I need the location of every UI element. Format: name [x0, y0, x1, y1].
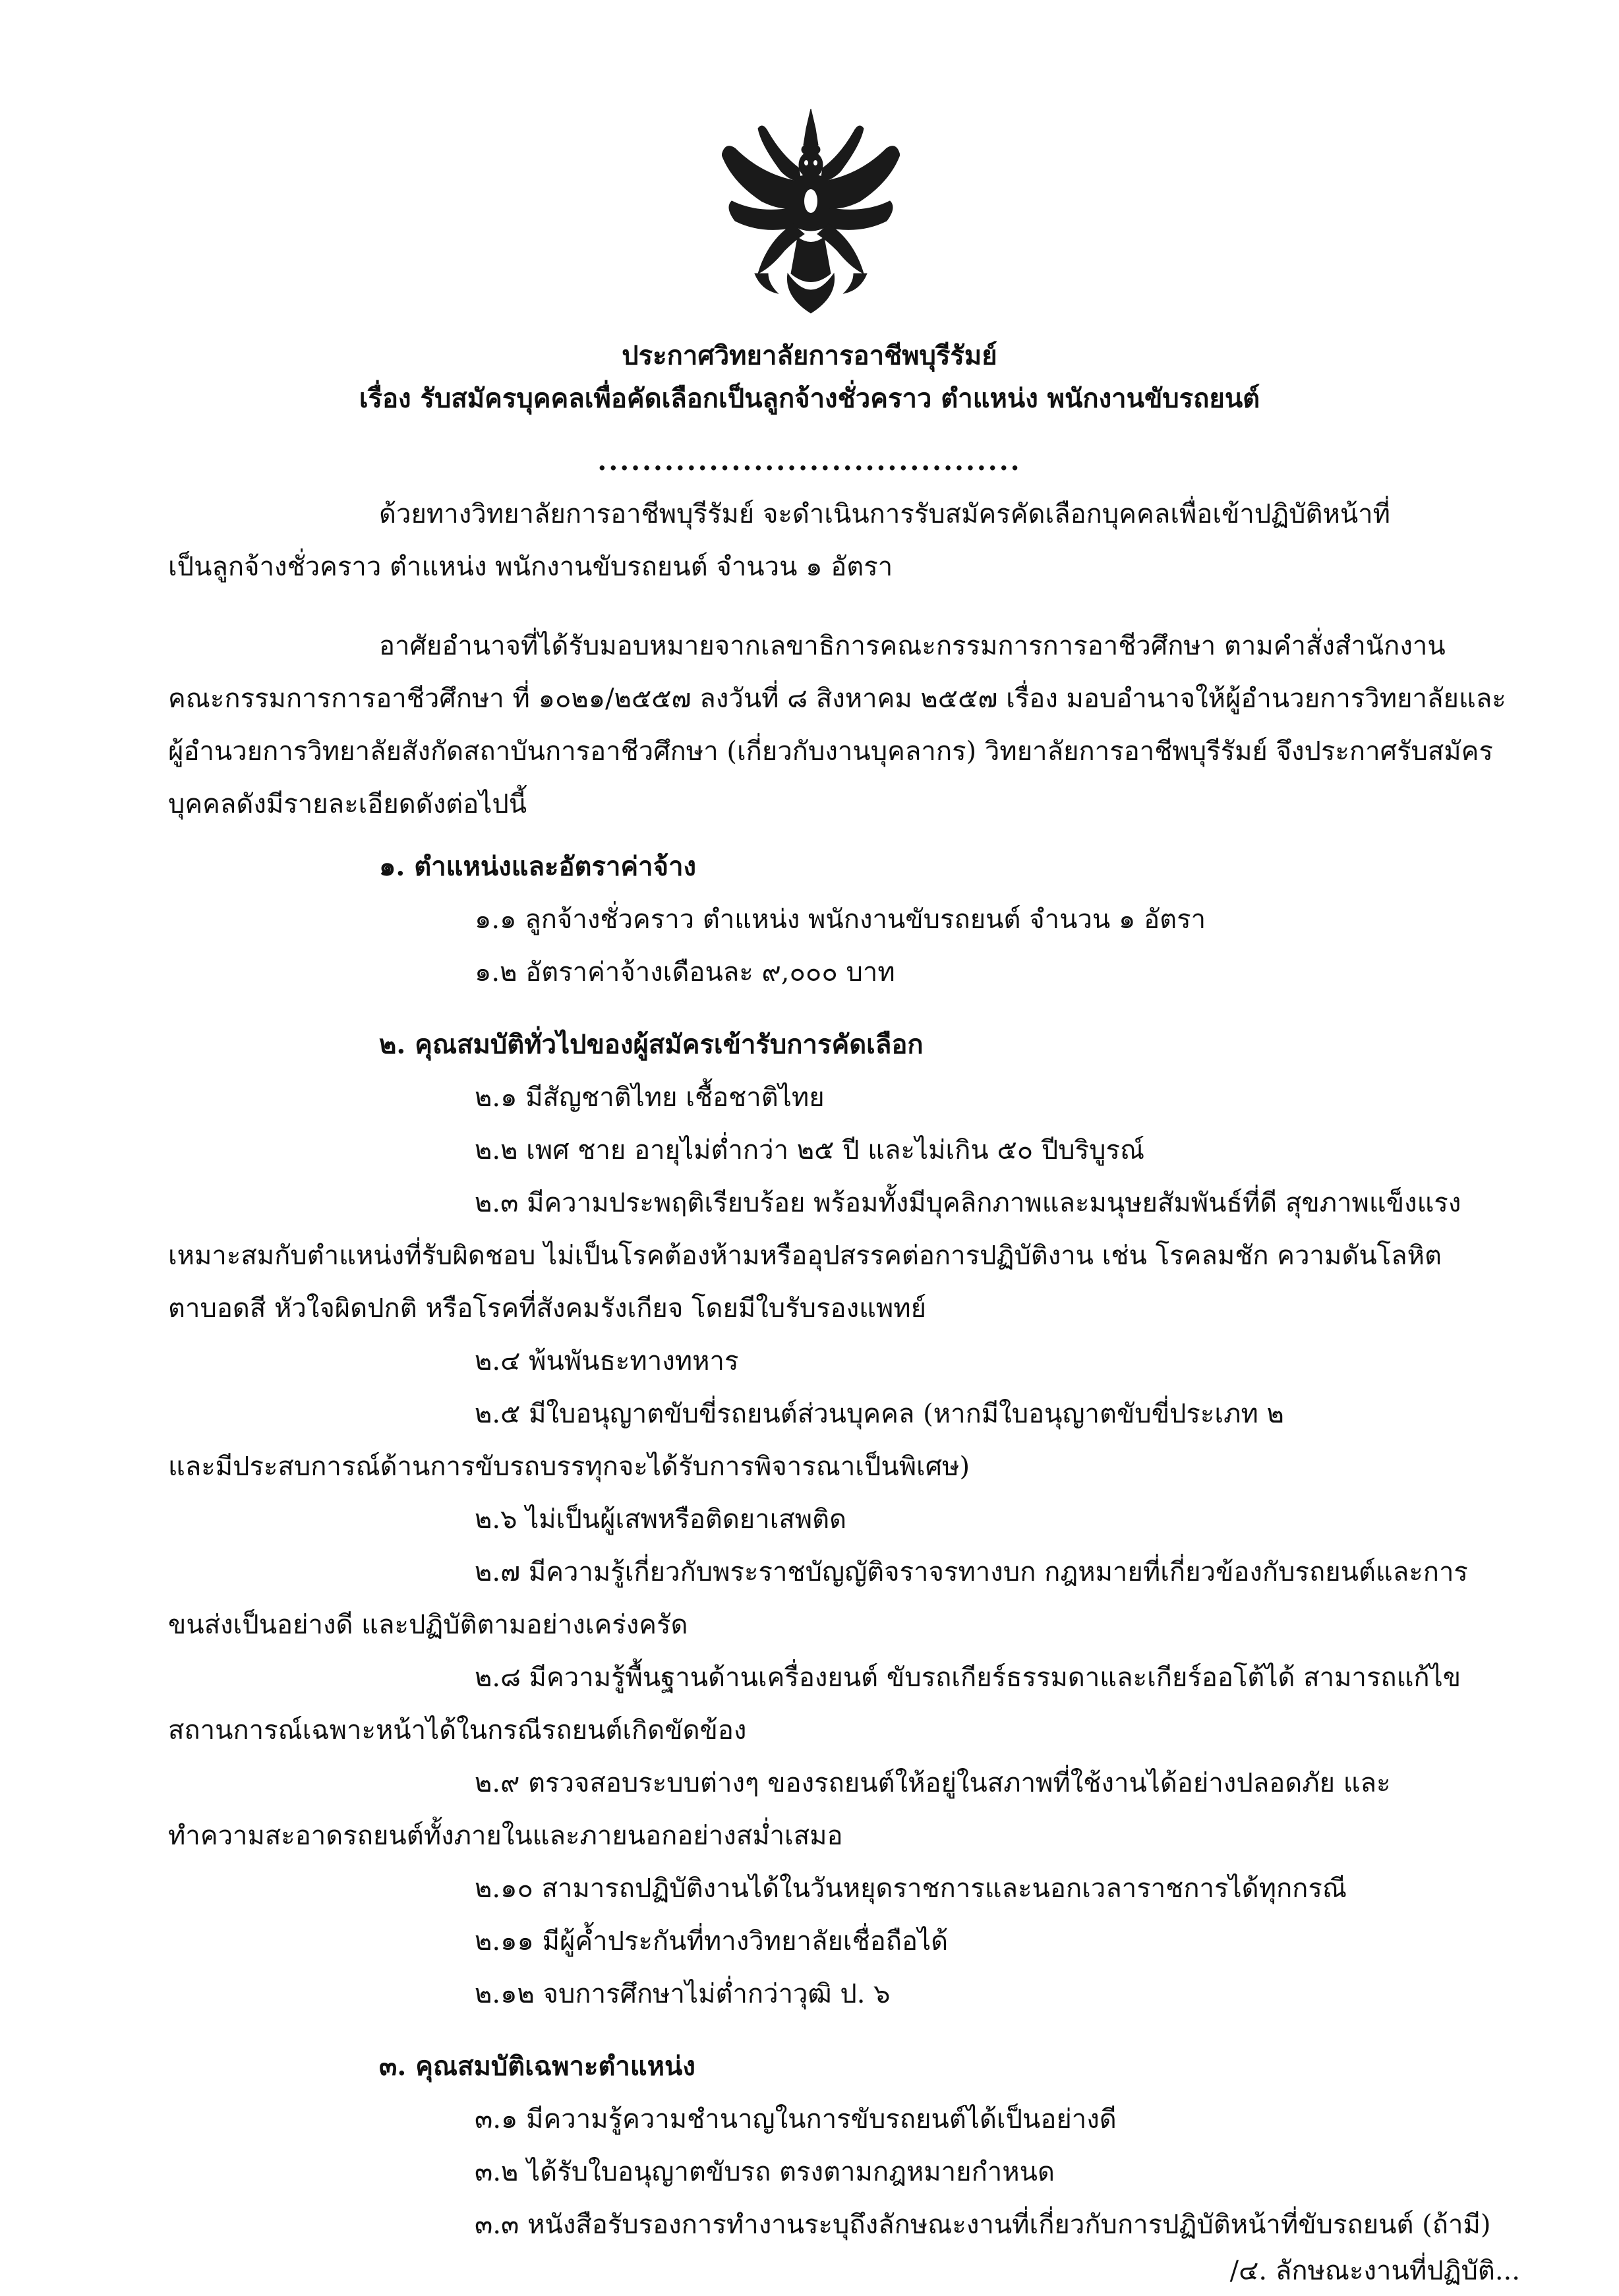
section-1-heading: ๑. ตำแหน่งและอัตราค่าจ้าง: [379, 851, 697, 882]
section-2-item-3-line-3: ตาบอดสี หัวใจผิดปกติ หรือโรคที่สังคมรังเกียจ โดยมีใบรับรองแพทย์: [168, 1293, 927, 1324]
section-2-heading: ๒. คุณสมบัติทั่วไปของผู้สมัครเข้ารับการคัดเลือก: [379, 1029, 924, 1060]
intro-paragraph-2-line-2: คณะกรรมการการอาชีวศึกษา ที่ ๑๐๒๑/๒๕๕๗ ลงวันที่ ๘ สิงหาคม ๒๕๕๗ เรื่อง มอบอำนาจให้ผู้อำนวยการวิทยาลัยและ: [168, 684, 1506, 714]
section-3-item-1: ๓.๑ มีความรู้ความชำนาญในการขับรถยนต์ได้เป็นอย่างดี: [475, 2104, 1117, 2134]
section-2-item-5-line-2: และมีประสบการณ์ด้านการขับรถบรรทุกจะได้รับการพิจารณาเป็นพิเศษ): [168, 1452, 970, 1482]
document-title: ประกาศวิทยาลัยการอาชีพบุรีรัมย์: [622, 340, 997, 371]
section-2-item-9-line-1: ๒.๙ ตรวจสอบระบบต่างๆ ของรถยนต์ให้อยู่ในสภาพที่ใช้งานได้อย่างปลอดภัย และ: [475, 1768, 1391, 1798]
section-2-item-2: ๒.๒ เพศ ชาย อายุไม่ต่ำกว่า ๒๕ ปี และไม่เกิน ๕๐ ปีบริบูรณ์: [475, 1135, 1145, 1165]
section-2-item-10: ๒.๑๐ สามารถปฏิบัติงานได้ในวันหยุดราชการและนอกเวลาราชการได้ทุกกรณี: [475, 1873, 1347, 1904]
section-2-item-1: ๒.๑ มีสัญชาติไทย เชื้อชาติไทย: [475, 1082, 825, 1113]
section-3-item-2: ๓.๒ ได้รับใบอนุญาตขับรถ ตรงตามกฎหมายกำหนด: [475, 2157, 1055, 2187]
section-2-item-9-line-2: ทำความสะอาดรถยนต์ทั้งภายในและภายนอกอย่างสม่ำเสมอ: [168, 1821, 843, 1851]
continuation-note: /๔. ลักษณะงานที่ปฏิบัติ...: [1229, 2256, 1520, 2286]
intro-paragraph-1-line-1: ด้วยทางวิทยาลัยการอาชีพบุรีรัมย์ จะดำเนินการรับสมัครคัดเลือกบุคคลเพื่อเข้าปฏิบัติหน้าที่: [379, 499, 1391, 529]
section-2-item-7-line-2: ขนส่งเป็นอย่างดี และปฏิบัติตามอย่างเคร่งครัด: [168, 1610, 688, 1640]
section-1-item-2: ๑.๒ อัตราค่าจ้างเดือนละ ๙,๐๐๐ บาท: [475, 957, 895, 987]
section-1-item-1: ๑.๑ ลูกจ้างชั่วคราว ตำแหน่ง พนักงานขับรถยนต์ จำนวน ๑ อัตรา: [475, 904, 1206, 935]
section-2-item-5-line-1: ๒.๕ มีใบอนุญาตขับขี่รถยนต์ส่วนบุคคล (หากมีใบอนุญาตขับขี่ประเภท ๒: [475, 1399, 1284, 1429]
title-divider: ......................................: [597, 446, 1022, 477]
section-2-item-12: ๒.๑๒ จบการศึกษาไม่ต่ำกว่าวุฒิ ป. ๖: [475, 1979, 891, 2009]
intro-paragraph-2-line-4: บุคคลดังมีรายละเอียดดังต่อไปนี้: [168, 789, 527, 819]
section-2-item-11: ๒.๑๑ มีผู้ค้ำประกันที่ทางวิทยาลัยเชื่อถือได้: [475, 1926, 949, 1957]
intro-paragraph-1-line-2: เป็นลูกจ้างชั่วคราว ตำแหน่ง พนักงานขับรถยนต์ จำนวน ๑ อัตรา: [168, 552, 893, 582]
section-2-item-3-line-1: ๒.๓ มีความประพฤติเรียบร้อย พร้อมทั้งมีบุคลิกภาพและมนุษยสัมพันธ์ที่ดี สุขภาพแข็งแรง: [475, 1188, 1461, 1218]
section-2-item-3-line-2: เหมาะสมกับตำแหน่งที่รับผิดชอบ ไม่เป็นโรคต้องห้ามหรืออุปสรรคต่อการปฏิบัติงาน เช่น โรคลมชัก ความดันโลหิต: [168, 1241, 1442, 1271]
section-2-item-8-line-1: ๒.๘ มีความรู้พื้นฐานด้านเครื่องยนต์ ขับรถเกียร์ธรรมดาและเกียร์ออโต้ได้ สามารถแก้ไข: [475, 1663, 1461, 1693]
section-3-item-3: ๓.๓ หนังสือรับรองการทำงานระบุถึงลักษณะงานที่เกี่ยวกับการปฏิบัติหน้าที่ขับรถยนต์ (ถ้ามี): [475, 2210, 1491, 2240]
intro-paragraph-2-line-1: อาศัยอำนาจที่ได้รับมอบหมายจากเลขาธิการคณะกรรมการการอาชีวศึกษา ตามคำสั่งสำนักงาน: [379, 631, 1446, 661]
garuda-emblem-icon: [722, 109, 900, 326]
section-2-item-8-line-2: สถานการณ์เฉพาะหน้าได้ในกรณีรถยนต์เกิดขัดข้อง: [168, 1715, 747, 1746]
document-subject: เรื่อง รับสมัครบุคคลเพื่อคัดเลือกเป็นลูกจ้างชั่วคราว ตำแหน่ง พนักงานขับรถยนต์: [359, 383, 1260, 414]
section-2-item-4: ๒.๔ พ้นพันธะทางทหาร: [475, 1346, 739, 1376]
section-2-item-6: ๒.๖ ไม่เป็นผู้เสพหรือติดยาเสพติด: [475, 1504, 847, 1535]
section-3-heading: ๓. คุณสมบัติเฉพาะตำแหน่ง: [379, 2051, 695, 2082]
intro-paragraph-2-line-3: ผู้อำนวยการวิทยาลัยสังกัดสถาบันการอาชีวศึกษา (เกี่ยวกับงานบุคลากร) วิทยาลัยการอาชีพบุรีรัมย์ จึงประกาศรับสมัคร: [168, 736, 1493, 767]
section-2-item-7-line-1: ๒.๗ มีความรู้เกี่ยวกับพระราชบัญญัติจราจรทางบก กฎหมายที่เกี่ยวข้องกับรถยนต์และการ: [475, 1557, 1468, 1587]
